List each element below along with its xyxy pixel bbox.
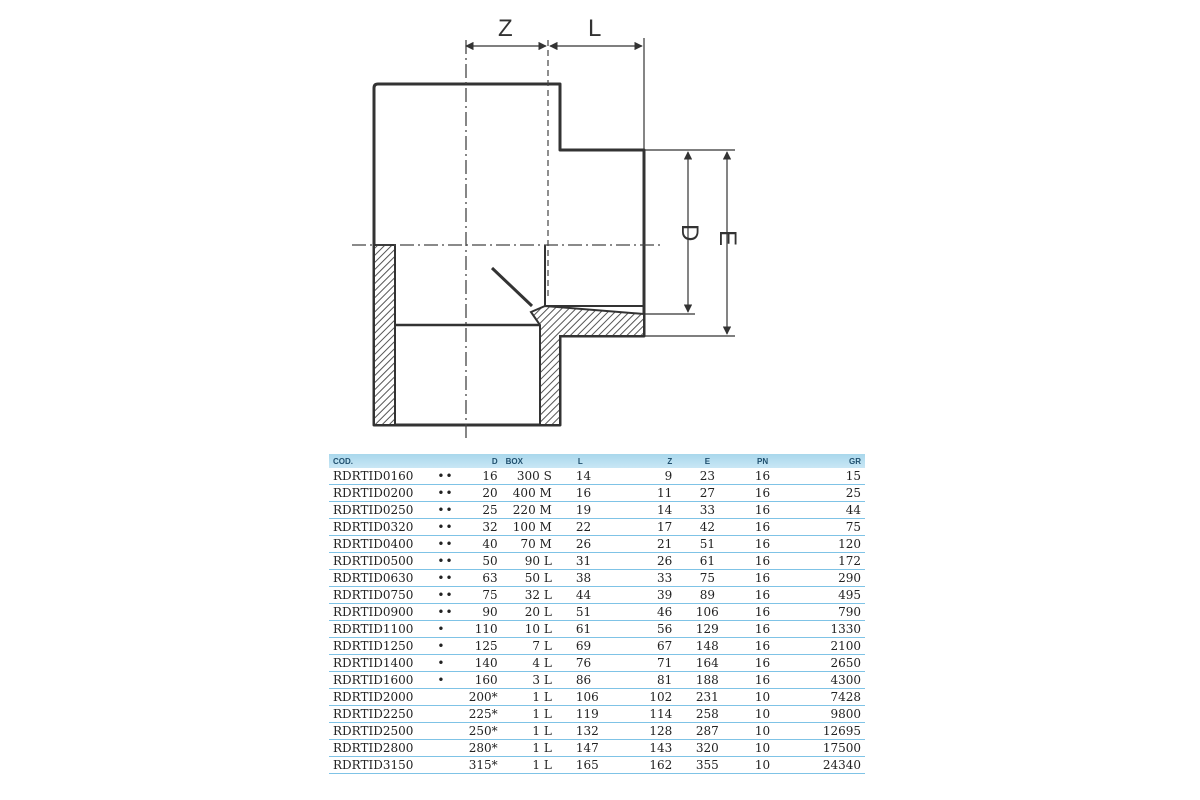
cell-mark: • — [433, 621, 463, 638]
cell-z: 17 — [640, 519, 676, 536]
cell-pn: 16 — [738, 587, 786, 604]
cell-d: 63 — [463, 570, 501, 587]
cell-d: 25 — [463, 502, 501, 519]
table-row — [329, 587, 865, 604]
cell-box: 4 L — [502, 655, 556, 672]
cell-gr: 25 — [787, 485, 865, 502]
cell-l: 38 — [556, 570, 640, 587]
col-header-pn: PN — [738, 454, 786, 468]
cell-z: 114 — [640, 706, 676, 723]
cell-d: 75 — [463, 587, 501, 604]
cell-d: 225* — [463, 706, 501, 723]
cell-code: RDRTID2250 — [329, 706, 433, 723]
cell-pn: 16 — [738, 536, 786, 553]
table-row — [329, 655, 865, 672]
cell-mark: •• — [433, 468, 463, 485]
cell-pn: 16 — [738, 638, 786, 655]
cell-z: 11 — [640, 485, 676, 502]
table-row — [329, 689, 865, 706]
cell-z: 128 — [640, 723, 676, 740]
cell-e: 61 — [676, 553, 738, 570]
cell-d: 50 — [463, 553, 501, 570]
cell-mark — [433, 689, 463, 706]
cell-l: 106 — [556, 689, 640, 706]
cell-gr: 1330 — [787, 621, 865, 638]
cell-box: 300 S — [502, 468, 556, 485]
cell-l: 147 — [556, 740, 640, 757]
cell-box: 220 M — [502, 502, 556, 519]
cell-z: 67 — [640, 638, 676, 655]
cell-mark: •• — [433, 485, 463, 502]
chamfer-line — [492, 268, 532, 306]
cell-pn: 10 — [738, 740, 786, 757]
cell-l: 132 — [556, 723, 640, 740]
cell-e: 258 — [676, 706, 738, 723]
cell-z: 102 — [640, 689, 676, 706]
cell-box: 100 M — [502, 519, 556, 536]
col-header-cod: COD. — [329, 454, 433, 468]
cell-z: 14 — [640, 502, 676, 519]
cell-pn: 10 — [738, 723, 786, 740]
cell-code: RDRTID1250 — [329, 638, 433, 655]
table-row — [329, 604, 865, 621]
cell-box: 400 M — [502, 485, 556, 502]
table-row — [329, 468, 865, 485]
cell-box: 10 L — [502, 621, 556, 638]
cell-pn: 16 — [738, 570, 786, 587]
cell-d: 160 — [463, 672, 501, 689]
cell-gr: 17500 — [787, 740, 865, 757]
cell-z: 143 — [640, 740, 676, 757]
e-label: E — [714, 230, 741, 247]
l-label: L — [588, 15, 602, 42]
cell-pn: 10 — [738, 689, 786, 706]
cell-code: RDRTID0500 — [329, 553, 433, 570]
col-header-z: Z — [640, 454, 676, 468]
cell-gr: 15 — [787, 468, 865, 485]
cell-e: 23 — [676, 468, 738, 485]
cell-z: 81 — [640, 672, 676, 689]
cell-e: 231 — [676, 689, 738, 706]
cell-pn: 10 — [738, 757, 786, 774]
cell-box: 1 L — [502, 740, 556, 757]
cell-code: RDRTID2000 — [329, 689, 433, 706]
cell-mark — [433, 706, 463, 723]
cell-d: 280* — [463, 740, 501, 757]
cell-z: 9 — [640, 468, 676, 485]
cell-box: 20 L — [502, 604, 556, 621]
cell-pn: 16 — [738, 553, 786, 570]
cell-code: RDRTID3150 — [329, 757, 433, 774]
cell-d: 16 — [463, 468, 501, 485]
col-header-e: E — [676, 454, 738, 468]
cell-e: 75 — [676, 570, 738, 587]
cell-code: RDRTID0320 — [329, 519, 433, 536]
cell-gr: 24340 — [787, 757, 865, 774]
cell-gr: 172 — [787, 553, 865, 570]
cell-gr: 790 — [787, 604, 865, 621]
cell-l: 51 — [556, 604, 640, 621]
cell-code: RDRTID1100 — [329, 621, 433, 638]
cell-e: 188 — [676, 672, 738, 689]
cell-code: RDRTID0160 — [329, 468, 433, 485]
cell-e: 148 — [676, 638, 738, 655]
cell-l: 61 — [556, 621, 640, 638]
cell-mark — [433, 757, 463, 774]
cell-gr: 495 — [787, 587, 865, 604]
d-label: D — [676, 224, 703, 242]
cell-code: RDRTID0400 — [329, 536, 433, 553]
cell-e: 33 — [676, 502, 738, 519]
cell-box: 50 L — [502, 570, 556, 587]
cell-code: RDRTID0750 — [329, 587, 433, 604]
table-row — [329, 502, 865, 519]
cell-d: 125 — [463, 638, 501, 655]
table-row — [329, 485, 865, 502]
table-body — [329, 468, 865, 774]
cell-z: 56 — [640, 621, 676, 638]
cell-d: 200* — [463, 689, 501, 706]
cell-mark: • — [433, 655, 463, 672]
cell-l: 31 — [556, 553, 640, 570]
cell-code: RDRTID0630 — [329, 570, 433, 587]
col-header-gr: GR — [787, 454, 865, 468]
cell-mark: •• — [433, 519, 463, 536]
cell-gr: 44 — [787, 502, 865, 519]
cell-pn: 16 — [738, 604, 786, 621]
cell-box: 32 L — [502, 587, 556, 604]
cell-mark: •• — [433, 587, 463, 604]
cell-gr: 290 — [787, 570, 865, 587]
cell-box: 1 L — [502, 723, 556, 740]
cell-l: 26 — [556, 536, 640, 553]
cell-l: 44 — [556, 587, 640, 604]
cell-pn: 16 — [738, 485, 786, 502]
cell-pn: 16 — [738, 502, 786, 519]
cell-e: 320 — [676, 740, 738, 757]
cell-l: 69 — [556, 638, 640, 655]
cell-z: 39 — [640, 587, 676, 604]
table-row — [329, 672, 865, 689]
cell-mark: •• — [433, 553, 463, 570]
table-row — [329, 570, 865, 587]
cell-gr: 4300 — [787, 672, 865, 689]
cell-l: 86 — [556, 672, 640, 689]
cell-l: 19 — [556, 502, 640, 519]
right-wall-section — [531, 306, 644, 425]
cell-mark: •• — [433, 502, 463, 519]
cell-l: 22 — [556, 519, 640, 536]
cell-box: 3 L — [502, 672, 556, 689]
cell-code: RDRTID0200 — [329, 485, 433, 502]
cell-mark — [433, 740, 463, 757]
cell-e: 164 — [676, 655, 738, 672]
cell-e: 287 — [676, 723, 738, 740]
cell-pn: 16 — [738, 672, 786, 689]
cell-pn: 16 — [738, 519, 786, 536]
col-header-mark — [433, 454, 463, 468]
cell-mark: •• — [433, 570, 463, 587]
table-header-row — [329, 454, 865, 468]
table-row — [329, 757, 865, 774]
cell-gr: 75 — [787, 519, 865, 536]
cell-d: 140 — [463, 655, 501, 672]
cell-box: 90 L — [502, 553, 556, 570]
cell-mark: • — [433, 638, 463, 655]
cell-e: 51 — [676, 536, 738, 553]
cell-l: 16 — [556, 485, 640, 502]
cell-e: 89 — [676, 587, 738, 604]
cell-l: 76 — [556, 655, 640, 672]
table-row — [329, 723, 865, 740]
cell-d: 90 — [463, 604, 501, 621]
cell-e: 42 — [676, 519, 738, 536]
table-row — [329, 706, 865, 723]
cell-d: 110 — [463, 621, 501, 638]
table-row — [329, 621, 865, 638]
col-header-box: BOX — [502, 454, 556, 468]
cell-gr: 7428 — [787, 689, 865, 706]
cell-l: 14 — [556, 468, 640, 485]
col-header-d: D — [463, 454, 501, 468]
cell-code: RDRTID1400 — [329, 655, 433, 672]
cell-z: 21 — [640, 536, 676, 553]
cell-d: 32 — [463, 519, 501, 536]
cell-z: 33 — [640, 570, 676, 587]
cell-mark: •• — [433, 536, 463, 553]
cell-e: 129 — [676, 621, 738, 638]
cell-mark: • — [433, 672, 463, 689]
cell-gr: 12695 — [787, 723, 865, 740]
cell-pn: 16 — [738, 621, 786, 638]
cell-pn: 10 — [738, 706, 786, 723]
table-row — [329, 553, 865, 570]
cell-box: 1 L — [502, 706, 556, 723]
cell-z: 162 — [640, 757, 676, 774]
cell-code: RDRTID2500 — [329, 723, 433, 740]
cell-gr: 2100 — [787, 638, 865, 655]
table-row — [329, 740, 865, 757]
cell-d: 40 — [463, 536, 501, 553]
left-wall-section — [374, 245, 395, 425]
cell-l: 119 — [556, 706, 640, 723]
cell-d: 315* — [463, 757, 501, 774]
cell-d: 250* — [463, 723, 501, 740]
cell-e: 106 — [676, 604, 738, 621]
cell-box: 1 L — [502, 689, 556, 706]
cell-code: RDRTID2800 — [329, 740, 433, 757]
table-row — [329, 536, 865, 553]
cell-d: 20 — [463, 485, 501, 502]
cell-mark: •• — [433, 604, 463, 621]
cell-l: 165 — [556, 757, 640, 774]
cell-code: RDRTID0900 — [329, 604, 433, 621]
cell-gr: 9800 — [787, 706, 865, 723]
cell-z: 46 — [640, 604, 676, 621]
spec-table — [329, 454, 865, 774]
cell-z: 71 — [640, 655, 676, 672]
cell-code: RDRTID0250 — [329, 502, 433, 519]
cell-e: 355 — [676, 757, 738, 774]
table-row — [329, 519, 865, 536]
table-row — [329, 638, 865, 655]
cell-box: 7 L — [502, 638, 556, 655]
cell-box: 1 L — [502, 757, 556, 774]
cell-mark — [433, 723, 463, 740]
cell-box: 70 M — [502, 536, 556, 553]
cell-gr: 2650 — [787, 655, 865, 672]
cell-e: 27 — [676, 485, 738, 502]
tee-outline — [374, 84, 644, 425]
cell-gr: 120 — [787, 536, 865, 553]
cell-z: 26 — [640, 553, 676, 570]
cell-pn: 16 — [738, 655, 786, 672]
cell-pn: 16 — [738, 468, 786, 485]
col-header-l: L — [556, 454, 640, 468]
cell-code: RDRTID1600 — [329, 672, 433, 689]
z-label: Z — [498, 15, 513, 42]
